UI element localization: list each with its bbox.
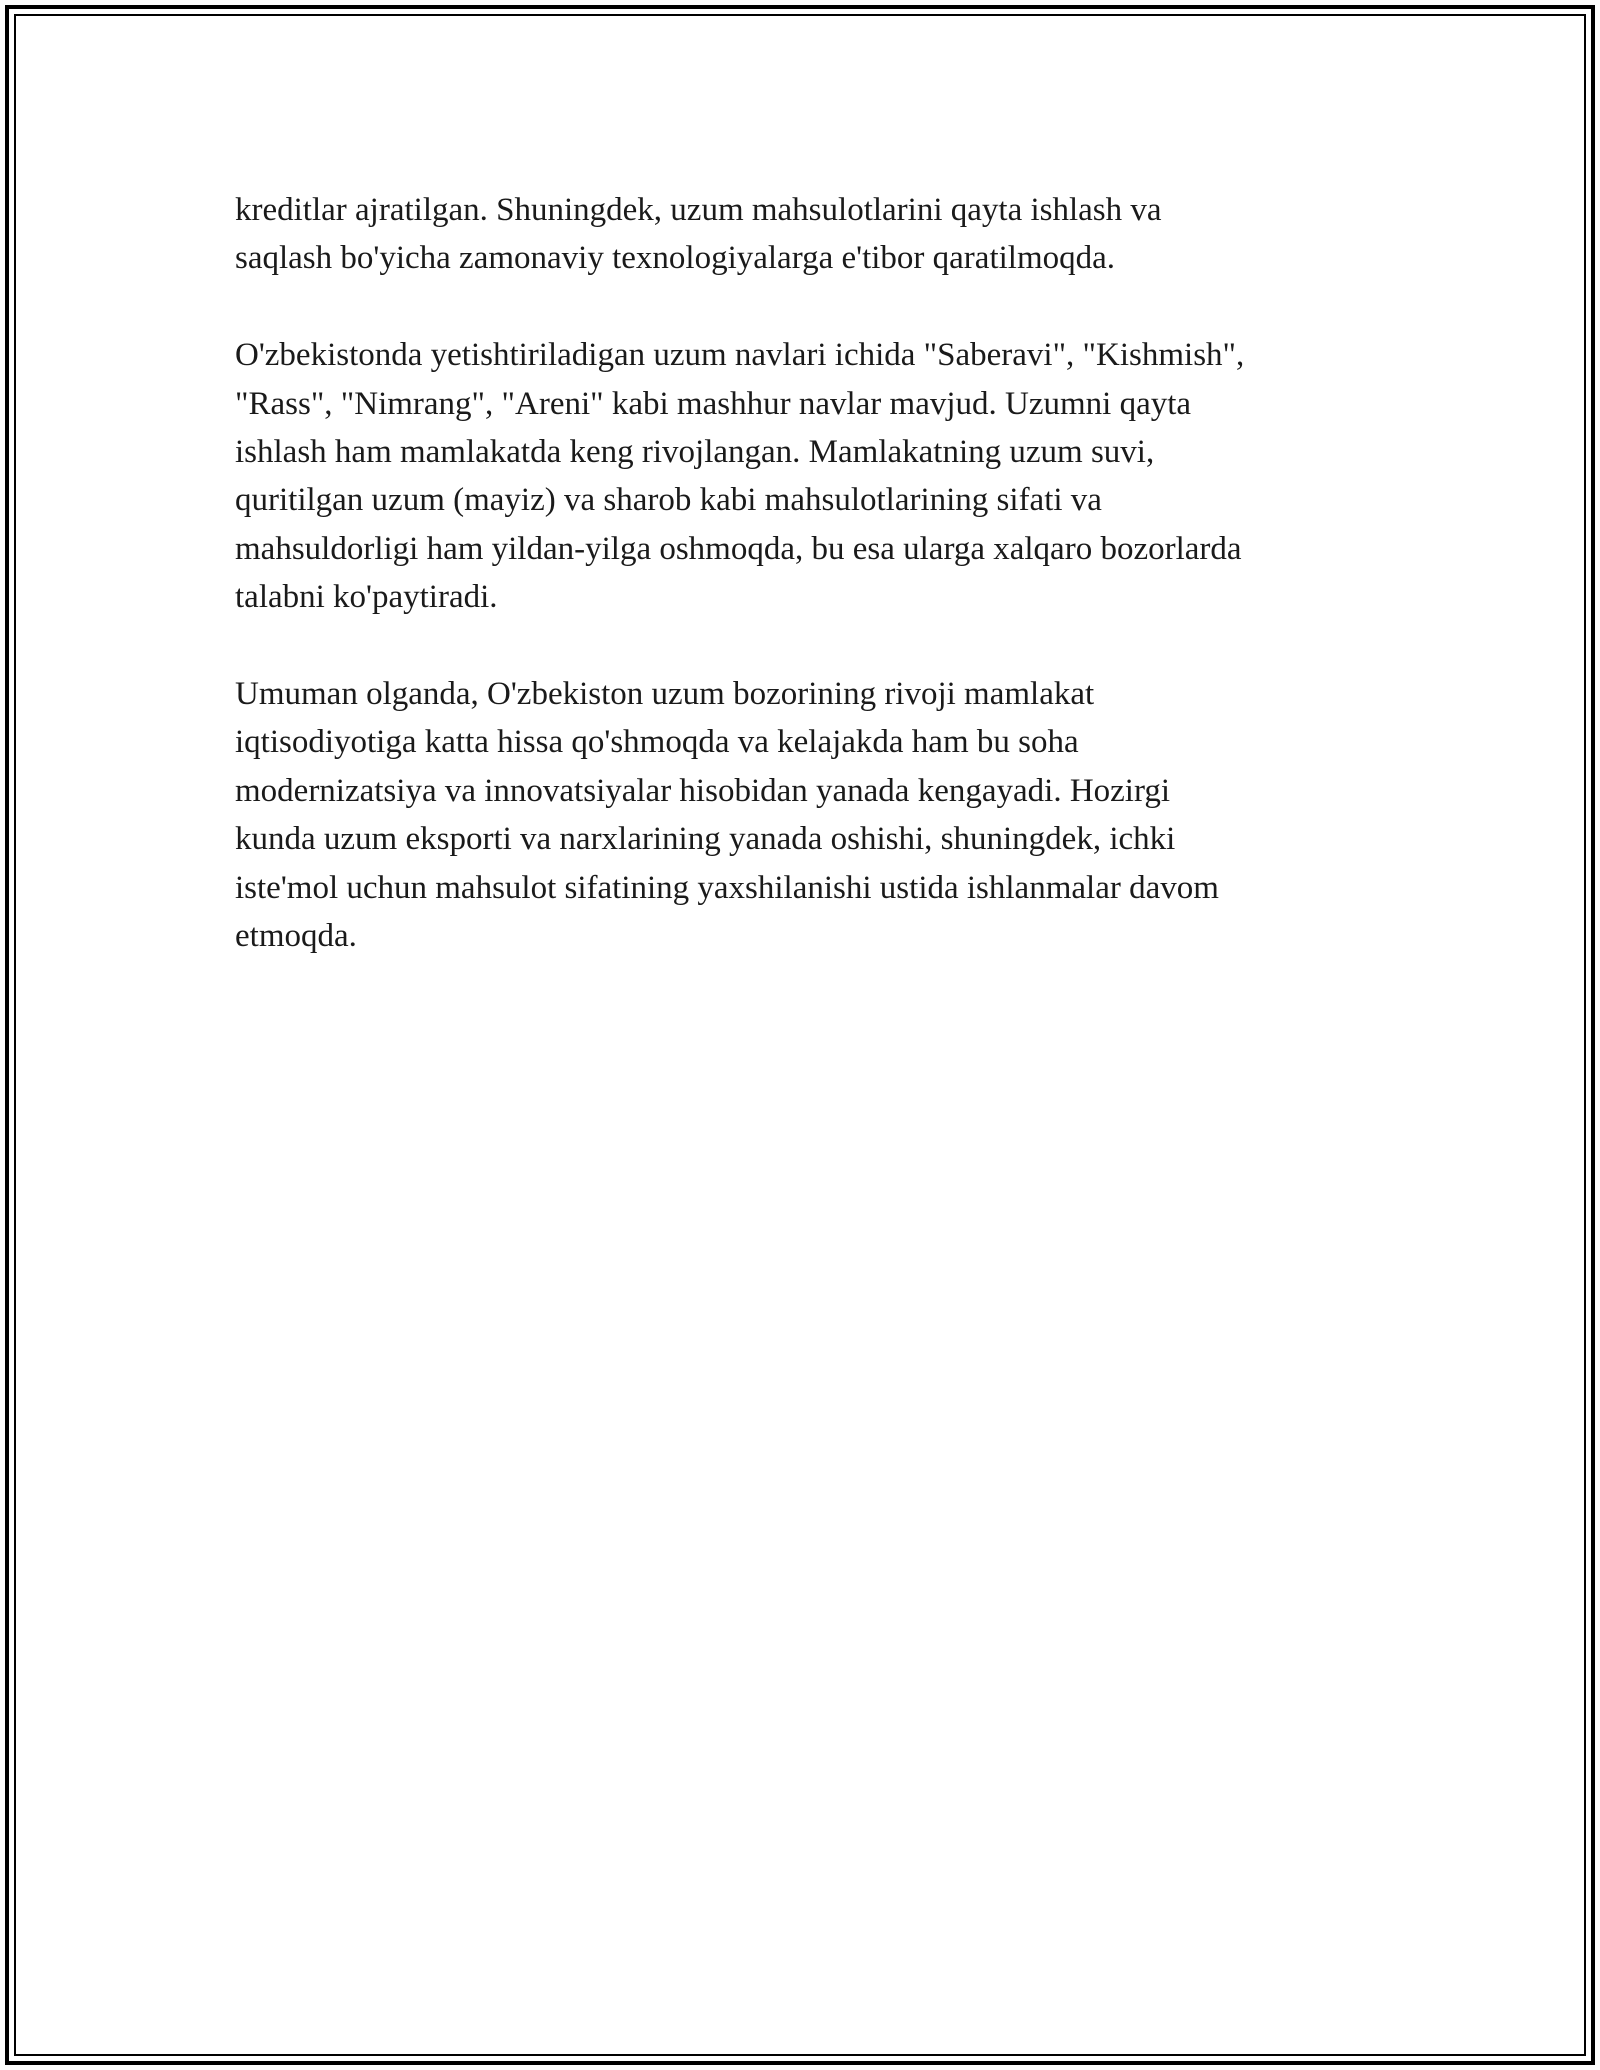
document-body: [235, 186, 1365, 1009]
paragraph-line: etmoqda.: [235, 918, 357, 955]
paragraph-line: iqtisodiyotiga katta hissa qo'shmoqda va kelajakda ham bu soha: [235, 724, 1079, 761]
paragraph-3: [235, 670, 1365, 960]
paragraph-line: modernizatsiya va innovatsiyalar hisobidan yanada kengayadi. Hozirgi: [235, 772, 1171, 809]
paragraph-line: mahsuldorligi ham yildan-yilga oshmoqda, bu esa ularga xalqaro bozorlarda: [235, 530, 1242, 567]
paragraph-line: quritilgan uzum (mayiz) va sharob kabi mahsulotlarining sifati va: [235, 482, 1102, 519]
paragraph-line: Umuman olganda, O'zbekiston uzum bozorining rivoji mamlakat: [235, 676, 1095, 713]
paragraph-1: [235, 186, 1365, 283]
paragraph-line: iste'mol uchun mahsulot sifatining yaxshilanishi ustida ishlanmalar davom: [235, 869, 1219, 906]
paragraph-line: saqlash bo'yicha zamonaviy texnologiyalarga e'tibor qaratilmoqda.: [235, 240, 1116, 277]
paragraph-line: talabni ko'paytiradi.: [235, 579, 498, 616]
paragraph-line: "Rass", "Nimrang", "Areni" kabi mashhur navlar mavjud. Uzumni qayta: [235, 385, 1192, 422]
paragraph-line: O'zbekistonda yetishtiriladigan uzum navlari ichida "Saberavi", "Kishmish",: [235, 337, 1245, 374]
paragraph-line: kunda uzum eksporti va narxlarining yanada oshishi, shuningdek, ichki: [235, 821, 1176, 858]
paragraph-line: kreditlar ajratilgan. Shuningdek, uzum mahsulotlarini qayta ishlash va: [235, 192, 1162, 228]
paragraph-2: [235, 331, 1365, 621]
paragraph-line: ishlash ham mamlakatda keng rivojlangan. Mamlakatning uzum suvi,: [235, 434, 1155, 471]
